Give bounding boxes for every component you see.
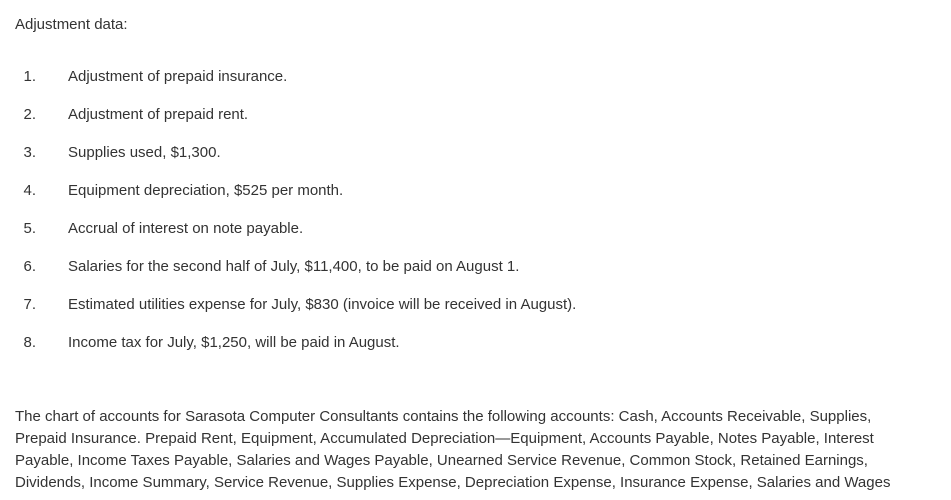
item-text: Adjustment of prepaid insurance.	[68, 68, 288, 85]
item-number: 4.	[23, 182, 36, 199]
item-text: Salaries for the second half of July, $11,400, to be paid on August 1.	[68, 258, 520, 275]
item-text: Adjustment of prepaid rent.	[68, 106, 249, 123]
item-text: Equipment depreciation, $525 per month.	[68, 182, 344, 199]
list-item	[0, 67, 951, 105]
item-text: Income tax for July, $1,250, will be paid in August.	[68, 334, 400, 351]
item-text: Supplies used, $1,300.	[68, 144, 221, 161]
list-item	[0, 105, 951, 143]
adjustment-list	[0, 67, 951, 371]
list-item	[0, 333, 951, 371]
item-number: 1.	[23, 68, 36, 85]
list-item	[0, 257, 951, 295]
item-number: 6.	[23, 258, 36, 275]
item-text: Accrual of interest on note payable.	[68, 220, 304, 237]
item-number: 2.	[23, 106, 36, 123]
list-item	[0, 143, 951, 181]
item-number: 5.	[23, 220, 36, 237]
item-text: Estimated utilities expense for July, $830 (invoice will be received in August).	[68, 296, 577, 313]
list-item	[0, 219, 951, 257]
list-item	[0, 181, 951, 219]
section-heading: Adjustment data:	[15, 16, 128, 33]
item-number: 8.	[23, 334, 36, 351]
item-number: 7.	[23, 296, 36, 313]
list-item	[0, 295, 951, 333]
item-number: 3.	[23, 144, 36, 161]
chart-of-accounts-paragraph: The chart of accounts for Sarasota Computer Consultants contains the following accounts: Cash, Accounts Receivable, Supplies, Prepaid Insurance. Prepaid Rent, Equipment, Accumulated Depreciation—Equipment, Accounts Payable, Notes Payable, Interest Payable, Income Taxes Payable, Salaries and Wages Payable, Unearned Service Revenue, Common Stock, Retained Earnings, Dividends, Income Summary, Service Revenue, Supplies Expense, Depreciation Expense, Insurance Expense, Salaries and Wages	[15, 408, 891, 491]
